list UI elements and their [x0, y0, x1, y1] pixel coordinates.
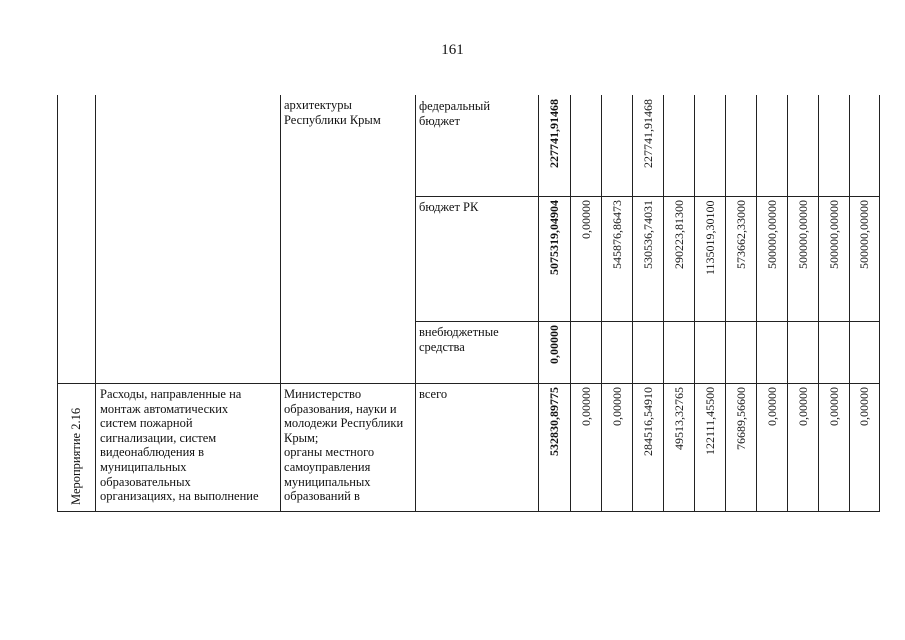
year-amount-cell-text: 500000,00000 — [857, 200, 871, 269]
table-border — [538, 95, 539, 511]
table-border — [415, 95, 416, 511]
funding-source-cell: бюджет РК — [419, 200, 479, 214]
year-amount-cell-text: 545876,86473 — [609, 200, 624, 269]
event-year-amount-cell-text: 0,00000 — [857, 387, 871, 426]
table-border — [415, 321, 880, 322]
event-year-amount-cell-text: 0,00000 — [795, 387, 810, 426]
year-amount-cell-text: 227741,91468 — [640, 99, 655, 168]
year-amount-cell-text: 573662,33000 — [733, 200, 748, 269]
total-amount-cell-text: 5075319,04904 — [547, 200, 561, 275]
table-border — [570, 95, 571, 511]
event-year-amount-cell-text: 0,00000 — [764, 387, 779, 426]
year-amount-cell-text: 0,00000 — [578, 200, 593, 239]
table-border — [95, 95, 96, 511]
event-year-amount-cell-text: 0,00000 — [578, 387, 593, 426]
event-funding-source-cell: всего — [419, 387, 448, 401]
event-year-amount-cell-text: 122111,45500 — [702, 387, 717, 456]
table-border — [57, 511, 880, 512]
event-year-amount-cell-text: 49513,32765 — [671, 387, 686, 450]
event-year-amount-cell-text: 284516,54910 — [640, 387, 655, 456]
event-number-text: Мероприятие 2.16 — [69, 407, 83, 505]
year-amount-cell-text: 500000,00000 — [764, 200, 779, 269]
table-border — [725, 95, 726, 511]
table-border — [57, 383, 880, 384]
executor-cell: архитектуры Республики Крым — [284, 98, 381, 127]
table-border — [57, 95, 58, 511]
funding-source-cell: внебюджетные средства — [419, 325, 499, 354]
table-border — [415, 196, 880, 197]
year-amount-cell-text: 500000,00000 — [795, 200, 810, 269]
event-year-amount-cell-text: 0,00000 — [826, 387, 841, 426]
year-amount-cell-text: 500000,00000 — [826, 200, 841, 269]
total-amount-cell-text: 0,00000 — [547, 325, 561, 364]
total-amount-cell-text: 227741,91468 — [547, 99, 561, 168]
event-year-amount-cell-text: 76689,56600 — [733, 387, 748, 450]
page-number: 161 — [441, 42, 464, 58]
year-amount-cell-text: 530536,74031 — [640, 200, 655, 269]
table-border — [849, 95, 850, 511]
year-amount-cell-text: 290223,81300 — [671, 200, 686, 269]
table-border — [787, 95, 788, 511]
event-total-amount-cell-text: 532830,89775 — [547, 387, 561, 456]
event-year-amount-cell-text: 0,00000 — [609, 387, 624, 426]
table-border — [818, 95, 819, 511]
table-border — [632, 95, 633, 511]
year-amount-cell-text: 1135019,30100 — [702, 200, 717, 275]
funding-source-cell: федеральный бюджет — [419, 99, 491, 128]
table-border — [756, 95, 757, 511]
table-border — [663, 95, 664, 511]
table-border — [601, 95, 602, 511]
event-executor-cell: Министерство образования, науки и молодежи Республики Крым; органы местного самоуправления муниципальных образований в — [284, 387, 404, 504]
event-description-cell: Расходы, направленные на монтаж автоматических систем пожарной сигнализации, систем видеонаблюдения в муниципальных образовательных организациях, на выполнение — [100, 387, 259, 504]
table-border — [280, 95, 281, 511]
table-border — [694, 95, 695, 511]
table-border — [879, 95, 880, 511]
